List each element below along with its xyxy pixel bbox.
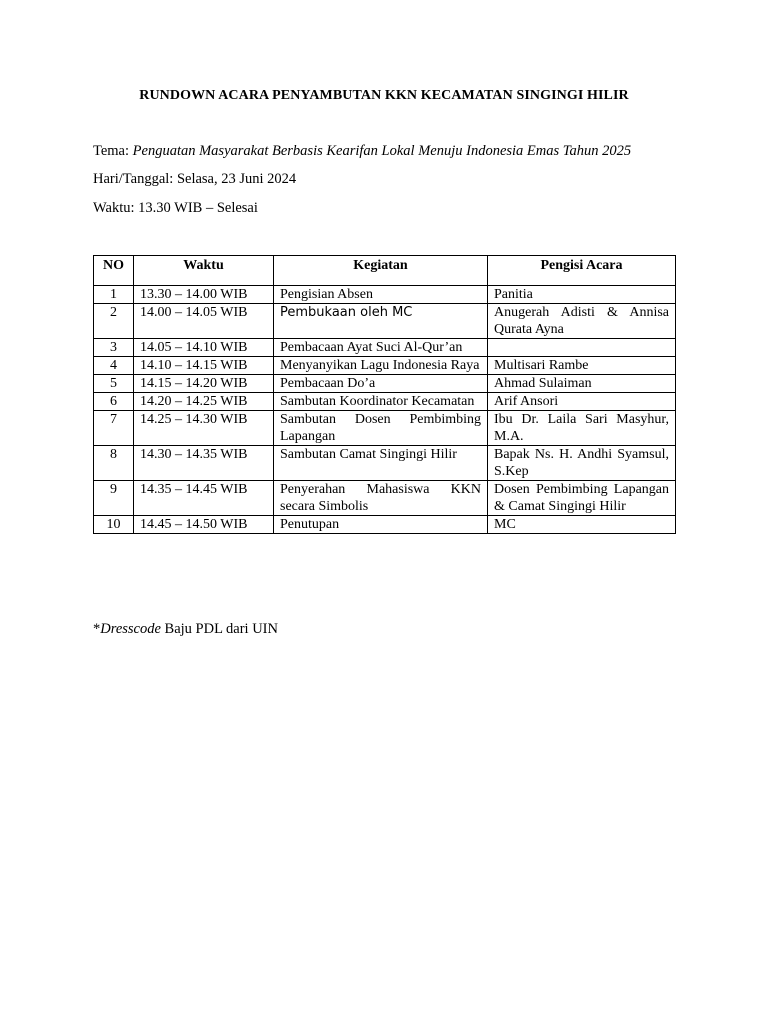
table-row (94, 286, 676, 304)
document-title: RUNDOWN ACARA PENYAMBUTAN KKN KECAMATAN SINGINGI HILIR (139, 88, 629, 103)
cell-no: 6 (94, 393, 134, 411)
cell-kegiatan: Sambutan Dosen Pembimbing Lapangan (274, 411, 488, 446)
cell-pengisi-acara: Arif Ansori (488, 393, 676, 411)
cell-kegiatan: Penyerahan Mahasiswa KKN secara Simbolis (274, 481, 488, 516)
cell-kegiatan: Pembacaan Do’a (274, 375, 488, 393)
tema-label: Tema: (93, 143, 133, 159)
table-row (94, 411, 676, 446)
table-row (94, 393, 676, 411)
cell-no: 4 (94, 357, 134, 375)
hari-tanggal-line (93, 171, 296, 188)
tema-line (93, 143, 631, 160)
cell-no: 1 (94, 286, 134, 304)
cell-kegiatan: Sambutan Camat Singingi Hilir (274, 446, 488, 481)
cell-pengisi-acara: Ahmad Sulaiman (488, 375, 676, 393)
waktu-label: Waktu: (93, 200, 139, 216)
cell-kegiatan: Penutupan (274, 516, 488, 534)
note-prefix: * (93, 621, 101, 637)
cell-waktu: 14.00 – 14.05 WIB (134, 304, 274, 339)
cell-no: 9 (94, 481, 134, 516)
hari-tanggal-value: Selasa, 23 Juni 2024 (176, 171, 297, 187)
cell-no: 7 (94, 411, 134, 446)
cell-waktu: 14.15 – 14.20 WIB (134, 375, 274, 393)
cell-pengisi-acara: Multisari Rambe (488, 357, 676, 375)
cell-pengisi-acara: Ibu Dr. Laila Sari Masyhur, M.A. (488, 411, 676, 446)
note-text: Baju PDL dari UIN (160, 621, 278, 637)
cell-kegiatan: Pengisian Absen (274, 286, 488, 304)
table-row (94, 304, 676, 339)
cell-pengisi-acara: Anugerah Adisti & Annisa Qurata Ayna (488, 304, 676, 339)
cell-kegiatan: Pembacaan Ayat Suci Al-Qur’an (274, 339, 488, 357)
hari-tanggal-label: Hari/Tanggal: (93, 171, 177, 187)
tema-value: Penguatan Masyarakat Berbasis Kearifan Lokal Menuju Indonesia Emas Tahun 2025 (132, 143, 632, 159)
cell-pengisi-acara: Bapak Ns. H. Andhi Syamsul, S.Kep (488, 446, 676, 481)
table-row (94, 375, 676, 393)
cell-no: 5 (94, 375, 134, 393)
cell-kegiatan: Menyanyikan Lagu Indonesia Raya (274, 357, 488, 375)
waktu-line (93, 200, 258, 217)
cell-waktu: 14.45 – 14.50 WIB (134, 516, 274, 534)
cell-waktu: 13.30 – 14.00 WIB (134, 286, 274, 304)
rundown-table (93, 255, 676, 534)
cell-kegiatan: Sambutan Koordinator Kecamatan (274, 393, 488, 411)
header-no: NO (94, 256, 134, 286)
header-kegiatan: Kegiatan (274, 256, 488, 286)
cell-waktu: 14.10 – 14.15 WIB (134, 357, 274, 375)
cell-no: 8 (94, 446, 134, 481)
cell-waktu: 14.35 – 14.45 WIB (134, 481, 274, 516)
note-italic: Dresscode (100, 621, 161, 637)
table-row (94, 357, 676, 375)
cell-waktu: 14.20 – 14.25 WIB (134, 393, 274, 411)
header-waktu: Waktu (134, 256, 274, 286)
table-row (94, 446, 676, 481)
cell-pengisi-acara (488, 339, 676, 357)
cell-no: 2 (94, 304, 134, 339)
cell-kegiatan: Pembukaan oleh MC (274, 304, 488, 339)
header-pengisi-acara: Pengisi Acara (488, 256, 676, 286)
table-row (94, 339, 676, 357)
cell-waktu: 14.05 – 14.10 WIB (134, 339, 274, 357)
cell-pengisi-acara: Dosen Pembimbing Lapangan & Camat Singingi Hilir (488, 481, 676, 516)
cell-waktu: 14.30 – 14.35 WIB (134, 446, 274, 481)
table-header-row (94, 256, 676, 286)
cell-pengisi-acara: MC (488, 516, 676, 534)
table-row (94, 516, 676, 534)
table-row (94, 481, 676, 516)
cell-no: 3 (94, 339, 134, 357)
dresscode-note (93, 621, 278, 638)
cell-no: 10 (94, 516, 134, 534)
waktu-value: 13.30 WIB – Selesai (138, 200, 258, 216)
cell-waktu: 14.25 – 14.30 WIB (134, 411, 274, 446)
cell-pengisi-acara: Panitia (488, 286, 676, 304)
